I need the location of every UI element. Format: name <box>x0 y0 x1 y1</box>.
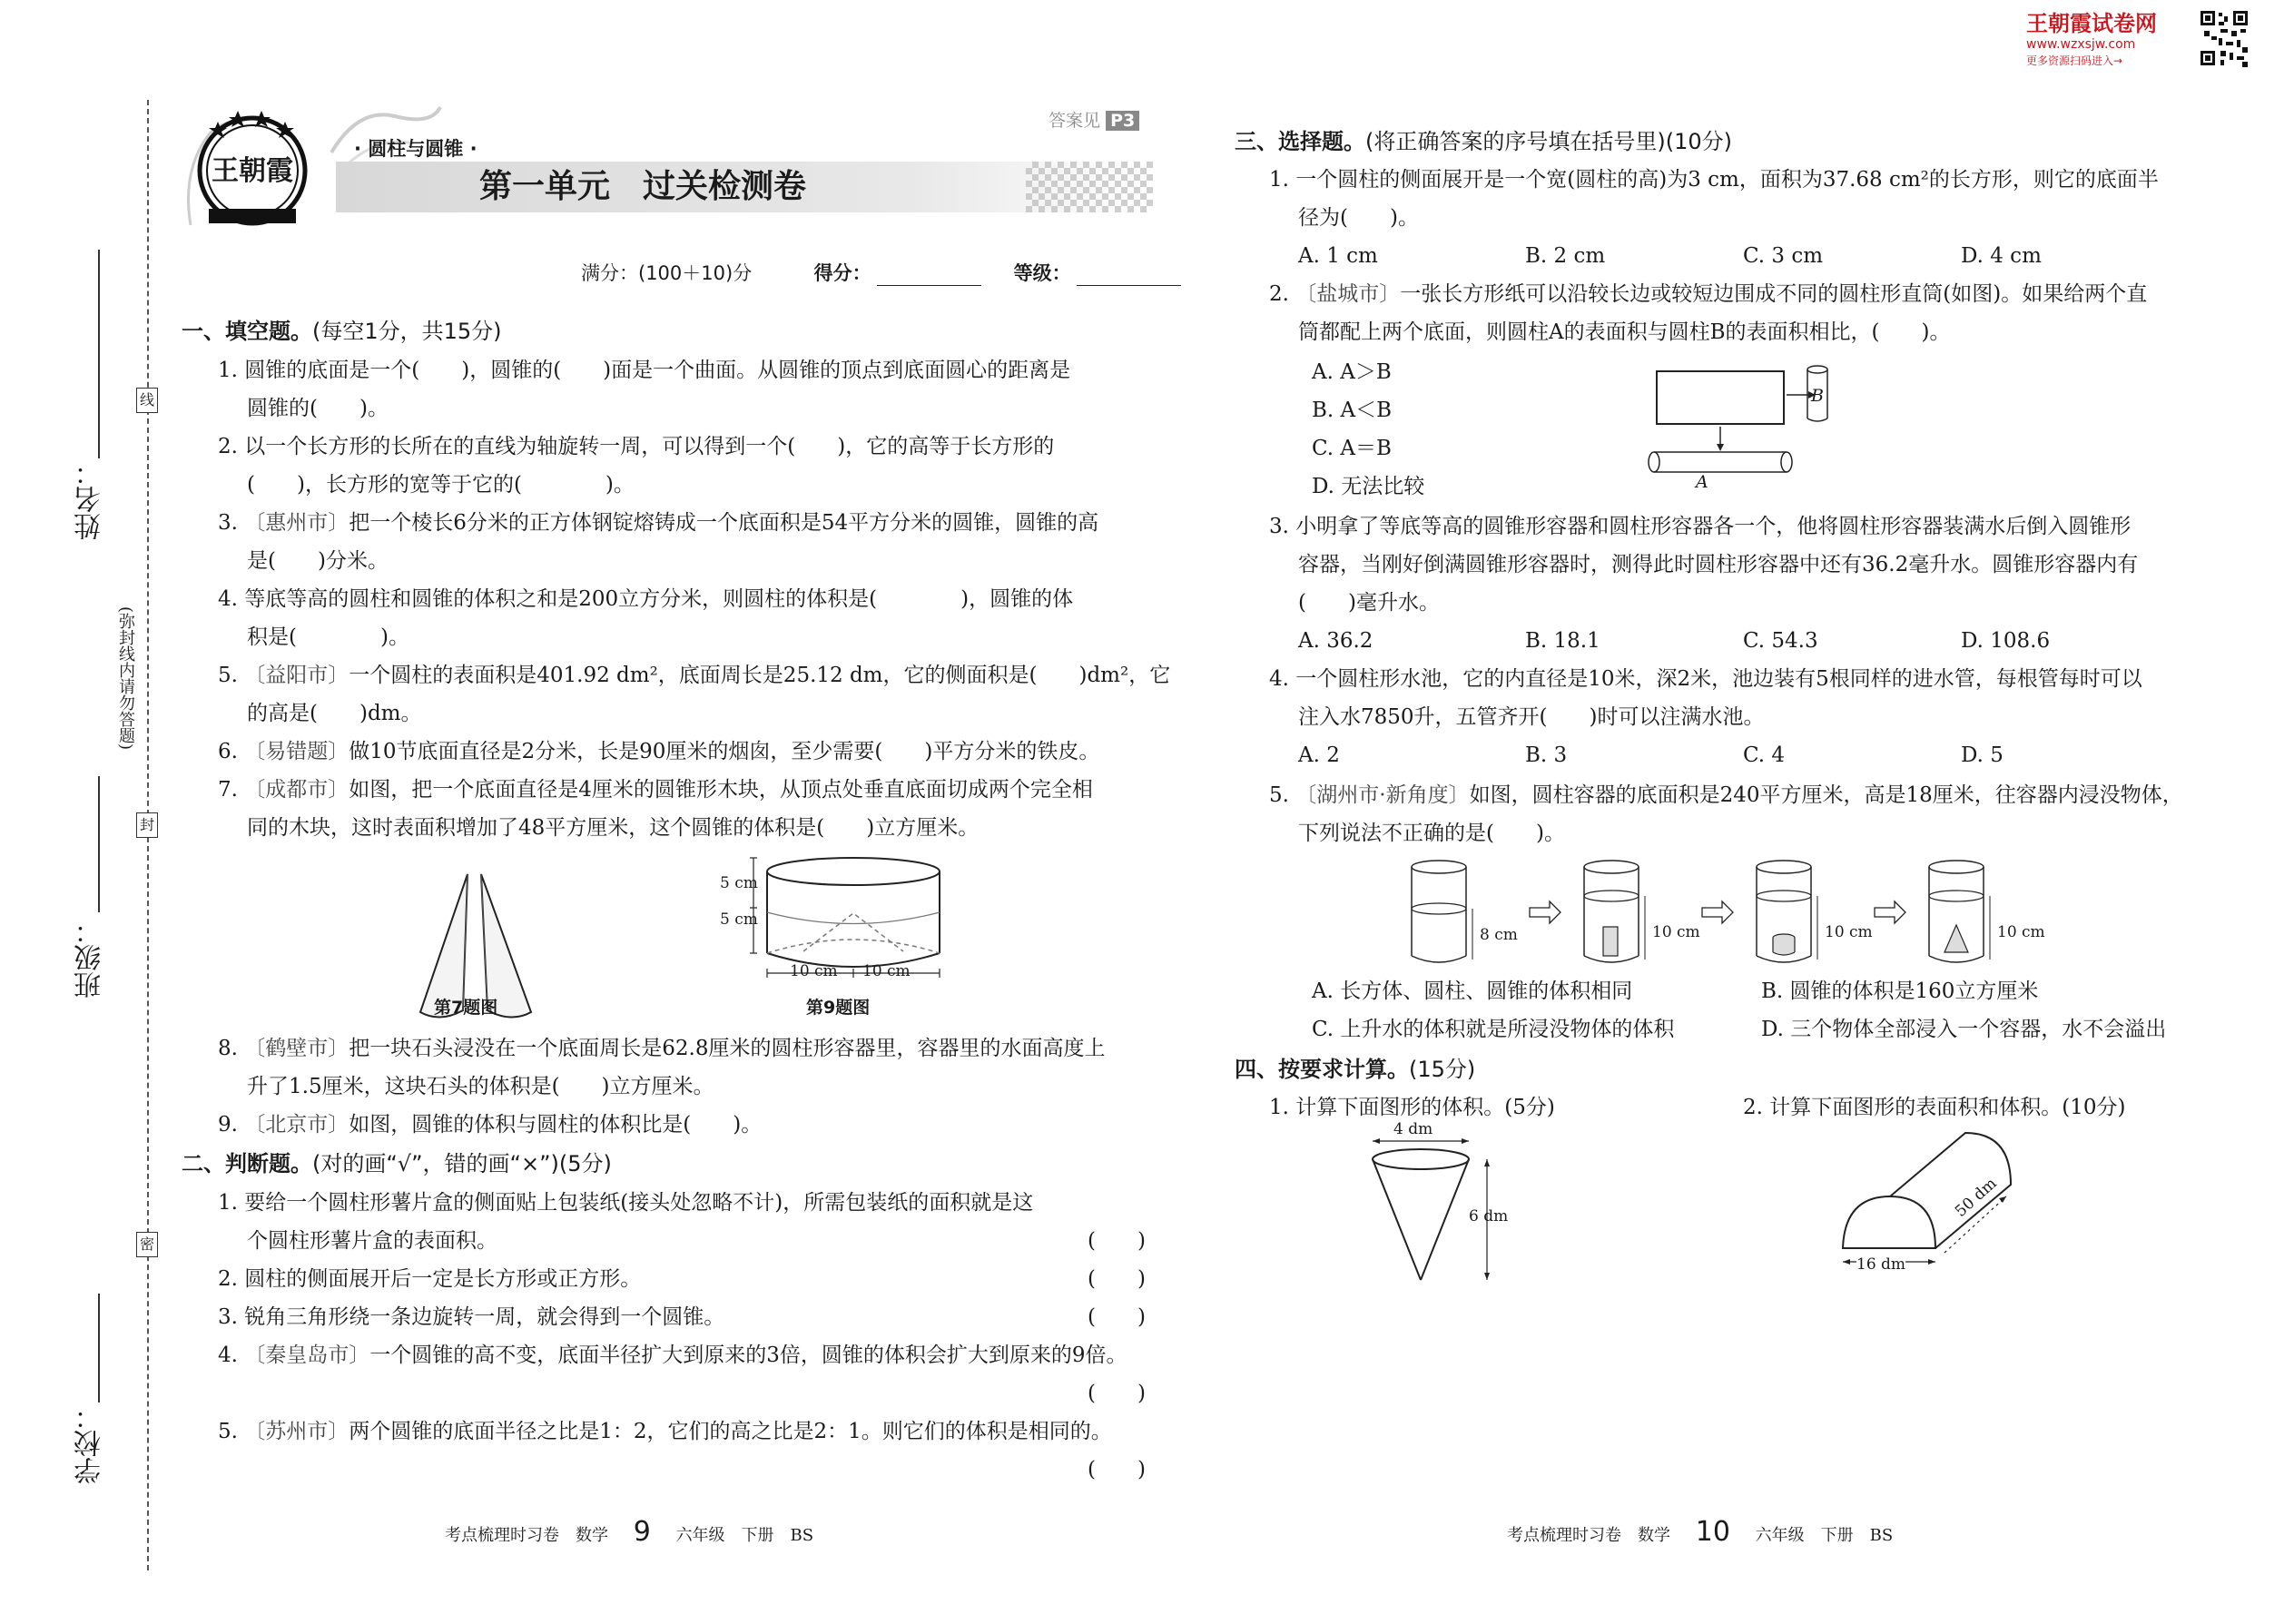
figure-four-containers <box>1398 858 2088 967</box>
fig-q2-label-a: A <box>1696 472 1708 492</box>
s1-q1-line2: 圆锥的( )。 <box>247 397 389 420</box>
footer-left <box>445 1516 813 1548</box>
s3-q1-opt-d[interactable]: D. 4 cm <box>1961 244 2042 268</box>
s1-q3-line2: 是( )分米。 <box>247 549 389 573</box>
s3-q5-opt-d[interactable]: D. 三个物体全部浸入一个容器，水不会溢出 <box>1761 1018 2167 1041</box>
s1-q3-tag: 〔惠州市〕 <box>244 511 350 535</box>
section1-heading: 一、填空题。 <box>182 319 312 344</box>
section1-title <box>182 313 502 345</box>
s3-q1-opt-c[interactable]: C. 3 cm <box>1743 244 1824 268</box>
s3-q3-line3: ( )毫升水。 <box>1298 591 1440 615</box>
s3-q1-opt-b[interactable]: B. 2 cm <box>1525 244 1606 268</box>
figure9-caption: 第9题图 <box>806 998 871 1018</box>
s3-q2-opt-d[interactable]: D. 无法比较 <box>1312 475 1425 498</box>
section2-heading: 二、判断题。 <box>182 1151 312 1176</box>
section4-title <box>1235 1051 1475 1083</box>
s1-q7-line2: 同的木块，这时表面积增加了48平方厘米，这个圆锥的体积是( )立方厘米。 <box>247 816 980 840</box>
s1-q8-tag: 〔鹤壁市〕 <box>244 1037 350 1060</box>
s3-q5-line2: 下列说法不正确的是( )。 <box>1298 822 1565 845</box>
s1-q6-line1: 6. 〔易错题〕做10节底面直径是2分米，长是90厘米的烟囱，至少需要( )平方分米的铁皮。 <box>218 740 1100 763</box>
school-underline <box>98 1294 100 1403</box>
s3-q4-opt-c[interactable]: C. 4 <box>1743 743 1786 767</box>
s2-q4-tag: 〔秦皇岛市〕 <box>244 1343 370 1367</box>
s3-q4-line2: 注入水7850升，五管齐开( )时可以注满水池。 <box>1298 705 1765 729</box>
s3-q2-opt-a[interactable]: A. A＞B <box>1312 360 1392 384</box>
answer-ref <box>1049 107 1139 132</box>
grade-field[interactable] <box>1077 268 1181 286</box>
container-1 <box>1412 861 1472 962</box>
s1-q2-line2: ( )，长方形的宽等于它的( )。 <box>247 473 635 497</box>
school-label: 学校： <box>74 1403 106 1484</box>
section1-note: (每空1分，共15分) <box>312 319 502 344</box>
s4-q1: 1. 计算下面图形的体积。(5分) <box>1269 1096 1555 1119</box>
s2-q2-paren[interactable]: ( ) <box>1088 1267 1146 1291</box>
s1-q7-line1: 7. 〔成都市〕如图，把一个底面直径是4厘米的圆锥形木块，从顶点处垂直底面切成两个完全相 <box>218 778 1093 802</box>
section2-note: (对的画“√”，错的画“×”)(5分) <box>312 1151 612 1176</box>
section3-heading: 三、选择题。 <box>1235 129 1365 154</box>
s1-q3-text: 把一个棱长6分米的正方体钢锭熔铸成一个底面积是54平方分米的圆锥，圆锥的高 <box>349 511 1099 535</box>
s3-q3-opt-d[interactable]: D. 108.6 <box>1961 629 2051 653</box>
brand-block <box>2026 11 2199 74</box>
s3-q1-line1: 1. 一个圆柱的侧面展开是一个宽(圆柱的高)为3 cm，面积为37.68 cm²的长方形，则它的底面半 <box>1269 168 2159 192</box>
qr-code-icon <box>2199 9 2250 69</box>
s3-q5-line1: 5. 〔湖州市·新角度〕如图，圆柱容器的底面积是240平方厘米，高是18厘米，往容器内浸没物体， <box>1269 783 2183 807</box>
s3-q2-line2: 筒都配上两个底面，则圆柱A的表面积与圆柱B的表面积相比，( )。 <box>1298 320 1951 344</box>
footer-right-grade: 六年级 下册 BS <box>1755 1526 1894 1545</box>
half-cyl-label-diameter: 16 dm <box>1856 1255 1906 1274</box>
answer-ref-label: 答案见 <box>1049 111 1101 131</box>
s1-q4-line2: 积是( )。 <box>247 625 409 649</box>
seal-note: (弥封线内请勿答题) <box>116 606 135 751</box>
s3-q4-opt-b[interactable]: B. 3 <box>1525 743 1568 767</box>
unit-subtitle: · 圆柱与圆锥 · <box>354 138 478 160</box>
page-title: 第一单元 过关检测卷 <box>479 168 807 205</box>
fig9-label-w2: 10 cm <box>862 962 911 980</box>
s1-q5-line2: 的高是( )dm。 <box>247 702 422 725</box>
s3-q5-opt-a[interactable]: A. 长方体、圆柱、圆锥的体积相同 <box>1312 979 1633 1003</box>
s1-q6-tag: 〔易错题〕 <box>244 740 350 763</box>
s1-q6-text: 做10节底面直径是2分米，长是90厘米的烟囱，至少需要( )平方分米的铁皮。 <box>349 740 1100 763</box>
s1-q5-text: 一个圆柱的表面积是401.92 dm²，底面周长是25.12 dm，它的侧面积是( )dm²，它 <box>349 664 1171 687</box>
fig-q5-label-4: 10 cm <box>1997 923 2045 941</box>
container-3 <box>1757 861 1817 962</box>
s3-q1-opt-a[interactable]: A. 1 cm <box>1298 244 1378 268</box>
s2-q4-text: 一个圆锥的高不变，底面半径扩大到原来的3倍，圆锥的体积会扩大到原来的9倍。 <box>369 1343 1127 1367</box>
logo-badge <box>182 98 318 234</box>
title-checker <box>1026 162 1153 212</box>
s2-q2-line1: 2. 圆柱的侧面展开后一定是长方形或正方形。 <box>218 1267 642 1291</box>
section3-note: (将正确答案的序号填在括号里)(10分) <box>1365 129 1732 154</box>
section2-title <box>182 1146 612 1177</box>
s1-q5-tag: 〔益阳市〕 <box>244 664 350 687</box>
footer-left-title: 考点梳理时习卷 数学 <box>445 1526 608 1545</box>
s3-q2-opt-c[interactable]: C. A＝B <box>1312 437 1392 460</box>
brand-name: 王朝霞试卷网 <box>2026 11 2157 36</box>
fig9-label-h2: 5 cm <box>720 910 758 929</box>
s1-q9-tag: 〔北京市〕 <box>244 1113 350 1137</box>
s3-q4-opt-a[interactable]: A. 2 <box>1298 743 1340 767</box>
s3-q2-opt-b[interactable]: B. A＜B <box>1312 399 1393 422</box>
answer-ref-page: P3 <box>1106 111 1139 131</box>
s2-q1-line2: 个圆柱形薯片盒的表面积。 <box>247 1229 497 1253</box>
s3-q3-opt-a[interactable]: A. 36.2 <box>1298 629 1373 653</box>
s3-q3-line2: 容器，当刚好倒满圆锥形容器时，测得此时圆柱形容器中还有36.2毫升水。圆锥形容器内有 <box>1298 553 2139 576</box>
s1-q7-text: 如图，把一个底面直径是4厘米的圆锥形木块，从顶点处垂直底面切成两个完全相 <box>349 778 1093 802</box>
s3-q5-opt-c[interactable]: C. 上升水的体积就是所浸没物体的体积 <box>1312 1018 1675 1041</box>
s3-q1-line2: 径为( )。 <box>1298 206 1419 230</box>
s3-q4-line1: 4. 一个圆柱形水池，它的内直径是10米，深2米，池边装有5根同样的进水管，每根管每时可以 <box>1269 667 2142 691</box>
fig-q2-label-b: B <box>1811 386 1824 406</box>
s3-q2-tag: 〔盐城市〕 <box>1295 282 1401 306</box>
s1-q8-line1: 8. 〔鹤壁市〕把一块石头浸没在一个底面周长是62.8厘米的圆柱形容器里，容器里的水面高度上 <box>218 1037 1106 1060</box>
s1-q7-tag: 〔成都市〕 <box>244 778 350 802</box>
container-4 <box>1929 861 1990 962</box>
s3-q5-tag: 〔湖州市·新角度〕 <box>1295 783 1470 807</box>
footer-left-grade: 六年级 下册 BS <box>675 1526 814 1545</box>
name-label: 姓名： <box>74 458 106 540</box>
section3-title <box>1235 123 1732 155</box>
score-field[interactable] <box>877 268 981 286</box>
s1-q5-line1: 5. 〔益阳市〕一个圆柱的表面积是401.92 dm²，底面周长是25.12 dm，它的侧面积是( )dm²，它 <box>218 664 1171 687</box>
s1-q1-line1: 1. 圆锥的底面是一个( )，圆锥的( )面是一个曲面。从圆锥的顶点到底面圆心的距离是 <box>218 359 1071 382</box>
s2-q1-paren[interactable]: ( ) <box>1088 1229 1146 1253</box>
s2-q4-line1: 4. 〔秦皇岛市〕一个圆锥的高不变，底面半径扩大到原来的3倍，圆锥的体积会扩大到原来的9倍。 <box>218 1343 1127 1367</box>
cone-label-diameter: 4 dm <box>1393 1120 1433 1138</box>
s1-q4-line1: 4. 等底等高的圆柱和圆锥的体积之和是200立方分米，则圆柱的体积是( )，圆锥的体 <box>218 587 1074 611</box>
fig-q5-label-1: 8 cm <box>1480 926 1518 944</box>
class-underline <box>98 776 100 912</box>
fig9-label-w1: 10 cm <box>790 962 838 980</box>
s2-q5-paren[interactable]: ( ) <box>1088 1458 1146 1481</box>
s2-q3-paren[interactable]: ( ) <box>1088 1305 1146 1329</box>
seal-mark-feng: 封 <box>136 812 158 838</box>
container-2 <box>1584 861 1645 962</box>
s3-q2-text: 一张长方形纸可以沿较长边或较短边围成不同的圆柱形直筒(如图)。如果给两个直 <box>1400 282 2148 306</box>
figure-paper-cylinders <box>1634 359 1834 495</box>
s3-q3-opt-b[interactable]: B. 18.1 <box>1525 629 1600 653</box>
grade-label: 等级： <box>1013 262 1071 284</box>
s1-q9-text: 如图，圆锥的体积与圆柱的体积比是( )。 <box>349 1113 763 1137</box>
s2-q5-tag: 〔苏州市〕 <box>244 1420 350 1443</box>
brand-note: 更多资源扫码进入→ <box>2026 54 2123 67</box>
fig-q5-label-3: 10 cm <box>1825 923 1873 941</box>
s2-q5-text: 两个圆锥的底面半径之比是1：2，它们的高之比是2：1。则它们的体积是相同的。 <box>349 1420 1112 1443</box>
s3-q2-line1: 2. 〔盐城市〕一张长方形纸可以沿较长边或较短边围成不同的圆柱形直筒(如图)。如果给两个直 <box>1269 282 2148 306</box>
name-underline <box>98 250 100 458</box>
s1-q2-line1: 2. 以一个长方形的长所在的直线为轴旋转一周，可以得到一个( )，它的高等于长方形的 <box>218 435 1055 458</box>
section4-heading: 四、按要求计算。 <box>1235 1057 1409 1082</box>
seal-mark-xian: 线 <box>136 388 158 413</box>
s2-q4-paren[interactable]: ( ) <box>1088 1382 1146 1405</box>
cone-label-height: 6 dm <box>1469 1207 1509 1225</box>
s3-q5-opt-b[interactable]: B. 圆锥的体积是160立方厘米 <box>1761 979 2039 1003</box>
s3-q3-opt-c[interactable]: C. 54.3 <box>1743 629 1818 653</box>
figure7-caption: 第7题图 <box>434 998 498 1018</box>
s2-q5-line1: 5. 〔苏州市〕两个圆锥的底面半径之比是1：2，它们的高之比是2：1。则它们的体积是相同的。 <box>218 1420 1112 1443</box>
fig9-label-h1: 5 cm <box>720 874 758 892</box>
score-row <box>581 259 1181 286</box>
footer-right <box>1507 1516 1893 1548</box>
s1-q8-line2: 升了1.5厘米，这块石头的体积是( )立方厘米。 <box>247 1075 714 1098</box>
score-full: 满分：(100＋10)分 <box>581 262 753 284</box>
footer-right-page: 10 <box>1695 1516 1730 1548</box>
score-label: 得分： <box>813 262 871 284</box>
s3-q4-opt-d[interactable]: D. 5 <box>1961 743 2004 767</box>
half-cyl-label-length: 50 dm <box>1952 1174 2001 1221</box>
section4-note: (15分) <box>1409 1057 1476 1082</box>
class-label: 班级： <box>74 917 106 999</box>
s1-q3-line1: 3. 〔惠州市〕把一个棱长6分米的正方体钢锭熔铸成一个底面积是54平方分米的圆锥，圆锥的高 <box>218 511 1099 535</box>
brand-url: www.wzxsjw.com <box>2026 37 2136 52</box>
s1-q9-line1: 9. 〔北京市〕如图，圆锥的体积与圆柱的体积比是( )。 <box>218 1113 763 1137</box>
s3-q5-text: 如图，圆柱容器的底面积是240平方厘米，高是18厘米，往容器内浸没物体， <box>1469 783 2183 807</box>
s3-q3-line1: 3. 小明拿了等底等高的圆锥形容器和圆柱形容器各一个，他将圆柱形容器装满水后倒入圆锥形 <box>1269 515 2132 538</box>
footer-right-title: 考点梳理时习卷 数学 <box>1507 1526 1670 1545</box>
fig-q5-label-2: 10 cm <box>1652 923 1700 941</box>
s2-q1-line1: 1. 要给一个圆柱形薯片盒的侧面贴上包装纸(接头处忽略不计)，所需包装纸的面积就是这 <box>218 1191 1034 1215</box>
footer-left-page: 9 <box>633 1516 651 1548</box>
s2-q3-line1: 3. 锐角三角形绕一条边旋转一周，就会得到一个圆锥。 <box>218 1305 725 1329</box>
logo-text: 王朝霞 <box>212 155 293 187</box>
s4-q2: 2. 计算下面图形的表面积和体积。(10分) <box>1743 1096 2126 1119</box>
s1-q8-text: 把一块石头浸没在一个底面周长是62.8厘米的圆柱形容器里，容器里的水面高度上 <box>349 1037 1106 1060</box>
seal-mark-mi: 密 <box>136 1232 158 1257</box>
